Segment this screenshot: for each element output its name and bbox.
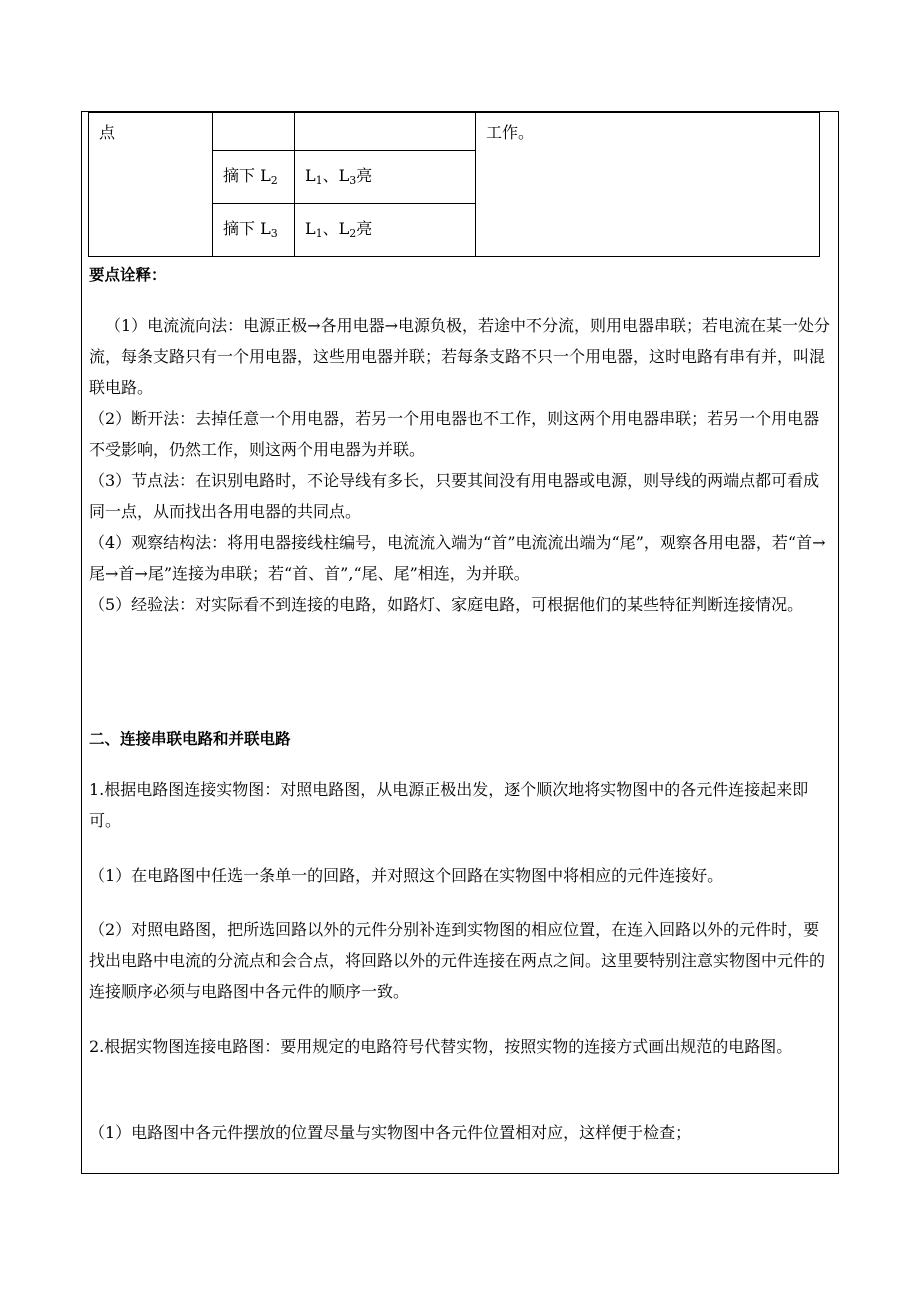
key-points-heading: 要点诠释： xyxy=(89,266,167,284)
method-text: 点 xyxy=(99,123,116,142)
lamp-test-table xyxy=(88,112,820,257)
table-cell-method xyxy=(89,113,213,257)
key-points-list xyxy=(89,310,834,620)
document-frame xyxy=(81,111,839,1174)
table-cell-result xyxy=(295,204,476,257)
key-point-item: （5）经验法：对实际看不到连接的电路，如路灯、家庭电路，可根据他们的某些特征判断连接情况。 xyxy=(89,595,804,614)
action-remove-l3: 摘下 $L_3$ xyxy=(223,219,278,240)
result-l1-l2-lit: $L_1$、$L_2$亮 xyxy=(305,219,373,240)
section2-heading: 二、连接串联电路和并联电路 xyxy=(89,730,291,748)
section2-paragraph: 1.根据电路图连接实物图：对照电路图，从电源正极出发，逐个顺次地将实物图中的各元件连接起来即可。 xyxy=(89,780,809,830)
table-cell-result-empty xyxy=(295,113,476,151)
table-cell-conclusion xyxy=(476,113,820,257)
key-point-item: （3）节点法：在识别电路时，不论导线有多长，只要其间没有用电器或电源，则导线的两端点都可看成同一点，从而找出各用电器的共同点。 xyxy=(89,471,820,521)
table-cell-action-empty xyxy=(213,113,295,151)
key-point-item: （2）断开法：去掉任意一个用电器，若另一个用电器也不工作，则这两个用电器串联；若另一个用电器不受影响，仍然工作，则这两个用电器为并联。 xyxy=(89,409,820,459)
key-point-item: （4）观察结构法：将用电器接线柱编号，电流流入端为“首”电流流出端为“尾”，观察各用电器，若“首→尾→首→尾”连接为串联；若“首、首”,“尾、尾”相连，为并联。 xyxy=(89,533,826,583)
section2-paragraph: （1）电路图中各元件摆放的位置尽量与实物图中各元件位置相对应，这样便于检查； xyxy=(89,1123,692,1142)
conclusion-text: 工作。 xyxy=(486,123,535,142)
key-point-item: （1）电流流向法：电源正极→各用电器→电源负极，若途中不分流，则用电器串联；若电流在某一处分流，每条支路只有一个用电器，这些用电器并联；若每条支路不只一个用电器，这时电路有串有并，叫混联电路。 xyxy=(89,316,830,397)
table-cell-result xyxy=(295,151,476,204)
table-cell-action xyxy=(213,204,295,257)
section2-paragraph: 2.根据实物图连接电路图：要用规定的电路符号代替实物，按照实物的连接方式画出规范的电路图。 xyxy=(89,1037,793,1056)
result-l1-l3-lit: $L_1$、$L_3$亮 xyxy=(305,166,373,187)
action-remove-l2: 摘下 $L_2$ xyxy=(223,166,278,187)
table-cell-action xyxy=(213,151,295,204)
section2-paragraph: （2）对照电路图，把所选回路以外的元件分别补连到实物图的相应位置，在连入回路以外的元件时，要找出电路中电流的分流点和会合点，将回路以外的元件连接在两点之间。这里要特别注意实物图中元件的连接顺序必须与电路图中各元件的顺序一致。 xyxy=(89,920,826,1001)
section2-paragraph: （1）在电路图中任选一条单一的回路，并对照这个回路在实物图中将相应的元件连接好。 xyxy=(89,866,724,885)
